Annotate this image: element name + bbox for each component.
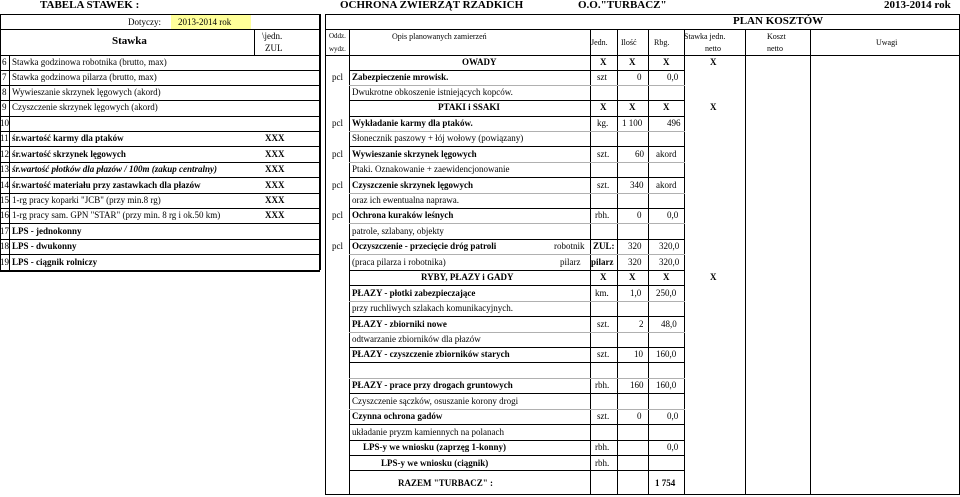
rbg-cell: 250,0 bbox=[656, 288, 677, 298]
unit-cell: szt bbox=[597, 72, 607, 82]
rbg-cell: 0,0 bbox=[667, 72, 679, 82]
xxx-cell: XXX bbox=[265, 180, 285, 190]
task-desc: Czyszczenie sączków, osuszanie korony drogi bbox=[352, 396, 519, 406]
plan-header: PLAN KOSZTÓW bbox=[733, 15, 824, 27]
rbg-header: Rbg. bbox=[654, 38, 670, 47]
pcl-cell: pcl bbox=[332, 72, 343, 82]
rate-label: LPS - dwukonny bbox=[12, 241, 77, 251]
x-mark: X bbox=[663, 57, 670, 67]
x-mark: X bbox=[663, 272, 670, 282]
task-label: Czynna ochrona gadów bbox=[352, 411, 443, 421]
section-ryby: RYBY, PŁAZY i GADY bbox=[421, 272, 514, 282]
row-number: 9 bbox=[2, 102, 7, 112]
row-number: 8 bbox=[2, 87, 7, 97]
year-label: 2013-2014 rok bbox=[884, 0, 951, 11]
qty-cell: 10 bbox=[634, 349, 643, 359]
task-desc: Ptaki. Oznakowanie + zaewidencjonowanie bbox=[352, 164, 510, 174]
rbg-cell: 0,0 bbox=[667, 411, 679, 421]
row-number: 15 bbox=[0, 195, 9, 205]
x-mark: X bbox=[600, 102, 607, 112]
rate-label: śr.wartość płotków dla płazów / 100m (zakup centralny) bbox=[12, 164, 218, 174]
x-mark: X bbox=[710, 272, 717, 282]
x-mark: X bbox=[710, 57, 717, 67]
uwagi-header: Uwagi bbox=[876, 38, 898, 47]
rbg-cell: 320,0 bbox=[659, 257, 680, 267]
xxx-cell: XXX bbox=[265, 210, 285, 220]
ilosc-header: Ilość bbox=[621, 38, 637, 47]
rbg-cell: 496 bbox=[667, 118, 681, 128]
task-label: PŁAZY - zbiorniki nowe bbox=[352, 319, 447, 329]
stawka-netto-header: netto bbox=[705, 44, 721, 53]
row-number: 11 bbox=[0, 133, 9, 143]
task-desc: Dwukrotne obkoszenie istniejących kopców. bbox=[352, 87, 513, 97]
rate-label: LPS - ciągnik rolniczy bbox=[12, 257, 98, 267]
pcl-cell: pcl bbox=[332, 241, 343, 251]
rbg-cell: akord bbox=[656, 149, 677, 159]
task-desc: Słonecznik paszowy + łój wołowy (powiązany) bbox=[352, 133, 524, 143]
qty-cell: 160 bbox=[630, 380, 644, 390]
dotyczy-label: Dotyczy: bbox=[128, 17, 161, 27]
dotyczy-value: 2013-2014 rok bbox=[178, 17, 232, 27]
unit-cell: rbh. bbox=[595, 210, 610, 220]
pcl-cell: pcl bbox=[332, 180, 343, 190]
task-label: LPS-y we wniosku (ciągnik) bbox=[381, 458, 489, 468]
section-owady: OWADY bbox=[462, 57, 497, 67]
xxx-cell: XXX bbox=[265, 133, 285, 143]
rbg-cell: 48,0 bbox=[661, 319, 677, 329]
pcl-cell: pcl bbox=[332, 149, 343, 159]
task-desc: oraz ich ewentualna naprawa. bbox=[352, 195, 459, 205]
wydz-header: wydz. bbox=[329, 45, 346, 53]
rate-label: śr.wartość karmy dla ptaków bbox=[12, 133, 124, 143]
qty-cell: 0 bbox=[637, 411, 642, 421]
rate-label: 1-rg pracy sam. GPN "STAR" (przy min. 8 rg i ok.50 km) bbox=[12, 210, 221, 220]
qty-cell: 0 bbox=[637, 72, 642, 82]
qty-cell: 1 100 bbox=[622, 118, 643, 128]
org-name: O.O."TURBACZ" bbox=[578, 0, 667, 11]
stawka-jedn-header: Stawka jedn. bbox=[684, 32, 726, 41]
rate-label: 1-rg pracy koparki "JCB" (przy min.8 rg) bbox=[12, 195, 161, 205]
rate-label: Wywieszanie skrzynek lęgowych (akord) bbox=[12, 87, 161, 97]
row-number: 19 bbox=[0, 257, 9, 267]
unit-cell: szt. bbox=[597, 349, 610, 359]
zul-header: ZUL bbox=[265, 43, 283, 53]
x-mark: X bbox=[663, 102, 670, 112]
task-label: Wywieszanie skrzynek lęgowych bbox=[352, 149, 477, 159]
pcl-cell: pcl bbox=[332, 210, 343, 220]
unit-cell: rbh. bbox=[595, 442, 610, 452]
task-label: PŁAZY - płotki zabezpieczające bbox=[352, 288, 476, 298]
table-title: TABELA STAWEK : bbox=[40, 0, 140, 11]
total-value: 1 754 bbox=[655, 478, 676, 488]
jedn-header: \jedn. bbox=[262, 31, 283, 41]
rate-label: śr.wartość materiału przy zastawkach dla płazów bbox=[12, 180, 201, 190]
worker-type: robotnik bbox=[554, 241, 585, 251]
task-desc: patrole, szlabany, objekty bbox=[352, 226, 444, 236]
worker-type: pilarz bbox=[560, 257, 581, 267]
stawka-header: Stawka bbox=[112, 35, 147, 47]
row-number: 18 bbox=[0, 241, 9, 251]
row-number: 16 bbox=[0, 210, 9, 220]
unit-cell: km. bbox=[595, 288, 609, 298]
row-number: 10 bbox=[0, 118, 9, 128]
task-desc: odtwarzanie zbiorników dla płazów bbox=[352, 334, 481, 344]
qty-cell: 1,0 bbox=[630, 288, 642, 298]
qty-cell: 320 bbox=[628, 241, 642, 251]
pcl-cell: pcl bbox=[332, 118, 343, 128]
x-mark: X bbox=[629, 272, 636, 282]
unit-cell: szt. bbox=[597, 411, 610, 421]
rbg-cell: 0,0 bbox=[667, 442, 679, 452]
task-label: PŁAZY - czyszczenie zbiorników starych bbox=[352, 349, 510, 359]
row-number: 14 bbox=[0, 180, 9, 190]
x-mark: X bbox=[600, 57, 607, 67]
task-label: Oczyszczenie - przecięcie dróg patroli bbox=[352, 241, 497, 251]
x-mark: X bbox=[600, 272, 607, 282]
unit-cell: szt. bbox=[597, 319, 610, 329]
xxx-cell: XXX bbox=[265, 164, 285, 174]
task-desc: przy ruchliwych szlakach komunikacyjnych. bbox=[352, 303, 513, 313]
qty-cell: 60 bbox=[635, 149, 644, 159]
rate-label: Stawka godzinowa robotnika (brutto, max) bbox=[12, 57, 167, 67]
unit-cell: szt. bbox=[597, 180, 610, 190]
rate-label: LPS - jednokonny bbox=[12, 226, 82, 236]
rate-label: Stawka godzinowa pilarza (brutto, max) bbox=[12, 72, 157, 82]
task-label: Wykładanie karmy dla ptaków. bbox=[352, 118, 473, 128]
qty-cell: 0 bbox=[637, 210, 642, 220]
qty-cell: 340 bbox=[630, 180, 644, 190]
unit-cell: kg. bbox=[597, 118, 609, 128]
unit-cell: rbh. bbox=[595, 380, 610, 390]
section-ptaki: PTAKI i SSAKI bbox=[438, 102, 500, 112]
section-title: OCHRONA ZWIERZĄT RZADKICH bbox=[340, 0, 524, 11]
task-label: Zabezpieczenie mrowisk. bbox=[352, 72, 449, 82]
rate-label: Czyszczenie skrzynek lęgowych (akord) bbox=[12, 102, 158, 112]
total-label: RAZEM "TURBACZ" : bbox=[398, 478, 493, 488]
task-label: PŁAZY - prace przy drogach gruntowych bbox=[352, 380, 513, 390]
x-mark: X bbox=[629, 102, 636, 112]
task-desc: układanie pryzm kamiennych na polanach bbox=[352, 427, 504, 437]
xxx-cell: XXX bbox=[265, 149, 285, 159]
unit-cell: ZUL: bbox=[593, 241, 615, 251]
task-label: Czyszczenie skrzynek lęgowych bbox=[352, 180, 473, 190]
unit-cell: pilarz bbox=[591, 257, 614, 267]
x-mark: X bbox=[629, 57, 636, 67]
row-number: 17 bbox=[0, 226, 9, 236]
task-label: Ochrona kuraków leśnych bbox=[352, 210, 454, 220]
opis-header: Opis planowanych zamierzeń bbox=[392, 32, 487, 41]
oddz-header: Oddz. bbox=[329, 32, 346, 40]
rbg-cell: 0,0 bbox=[667, 210, 679, 220]
rbg-cell: 160,0 bbox=[656, 349, 677, 359]
qty-cell: 320 bbox=[628, 257, 642, 267]
unit-cell: szt. bbox=[597, 149, 610, 159]
row-number: 7 bbox=[2, 72, 7, 82]
rbg-cell: akord bbox=[656, 180, 677, 190]
koszt-netto-header: netto bbox=[767, 44, 783, 53]
koszt-header: Koszt bbox=[767, 32, 786, 41]
rbg-cell: 160,0 bbox=[656, 380, 677, 390]
task-desc: (praca pilarza i robotnika) bbox=[352, 257, 446, 267]
xxx-cell: XXX bbox=[265, 195, 285, 205]
task-label: LPS-y we wniosku (zaprzęg 1-konny) bbox=[363, 442, 507, 452]
row-number: 12 bbox=[0, 149, 9, 159]
x-mark: X bbox=[710, 102, 717, 112]
unit-cell: rbh. bbox=[595, 458, 610, 468]
jedn-header-plan: Jedn. bbox=[591, 38, 608, 47]
qty-cell: 2 bbox=[639, 319, 644, 329]
rate-label: śr.wartość skrzynek lęgowych bbox=[12, 149, 126, 159]
row-number: 6 bbox=[2, 57, 7, 67]
rbg-cell: 320,0 bbox=[659, 241, 680, 251]
row-number: 13 bbox=[0, 164, 9, 174]
